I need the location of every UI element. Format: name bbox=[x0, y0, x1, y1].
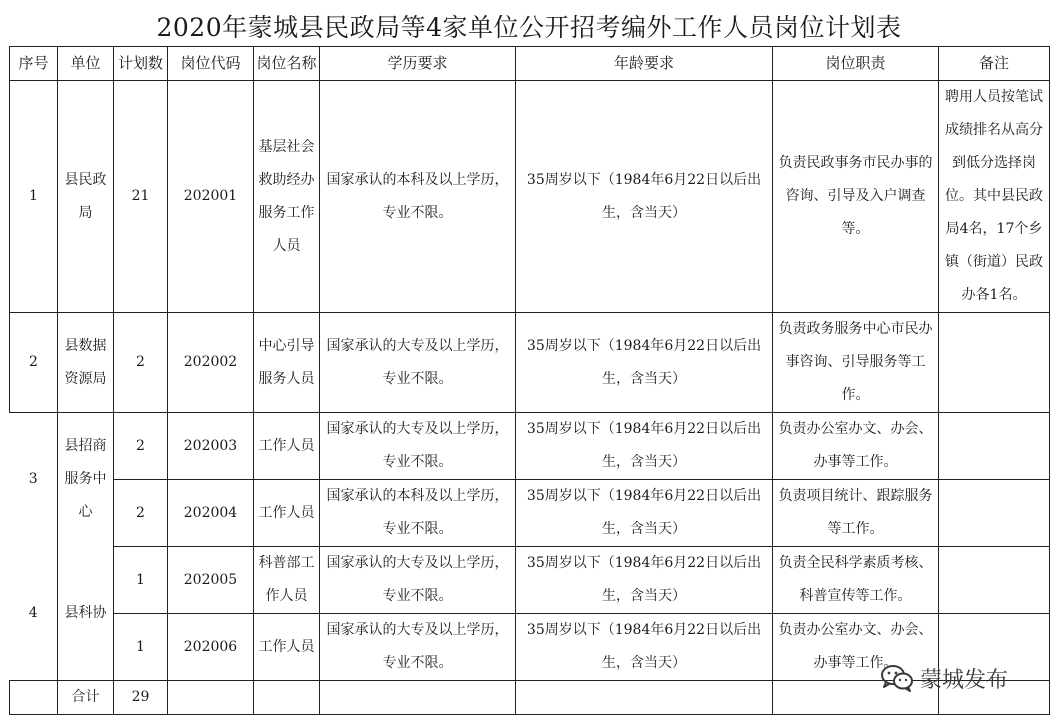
seq-cell: 3 bbox=[10, 413, 58, 547]
post-cell: 工作人员 bbox=[254, 614, 320, 681]
header-cell: 计划数 bbox=[114, 47, 168, 81]
post-cell: 中心引导服务人员 bbox=[254, 313, 320, 413]
count-cell: 2 bbox=[114, 313, 168, 413]
post-cell: 工作人员 bbox=[254, 480, 320, 547]
count-cell: 1 bbox=[114, 614, 168, 681]
note-cell: 聘用人员按笔试成绩排名从高分到低分选择岗位。其中县民政局4名，17个乡镇（街道）民政办各1名。 bbox=[939, 81, 1050, 313]
table-row bbox=[10, 81, 1050, 313]
code-cell: 202003 bbox=[168, 413, 254, 480]
duty-cell: 负责民政事务市民办事的咨询、引导及入户调查等。 bbox=[773, 81, 939, 313]
header-cell: 岗位职责 bbox=[773, 47, 939, 81]
header-cell: 岗位代码 bbox=[168, 47, 254, 81]
note-cell bbox=[939, 480, 1050, 547]
watermark bbox=[880, 660, 1008, 696]
age-cell: 35周岁以下（1984年6月22日以后出生，含当天） bbox=[516, 313, 773, 413]
duty-cell: 负责项目统计、跟踪服务等工作。 bbox=[773, 480, 939, 547]
seq-cell: 1 bbox=[10, 81, 58, 313]
header-row bbox=[10, 47, 1050, 81]
header-cell: 年龄要求 bbox=[516, 47, 773, 81]
code-cell: 202002 bbox=[168, 313, 254, 413]
age-cell: 35周岁以下（1984年6月22日以后出生，含当天） bbox=[516, 480, 773, 547]
position-plan-table bbox=[9, 46, 1050, 715]
note-cell bbox=[939, 413, 1050, 480]
code-cell: 202001 bbox=[168, 81, 254, 313]
count-cell: 21 bbox=[114, 81, 168, 313]
edu-cell: 国家承认的大专及以上学历，专业不限。 bbox=[320, 547, 516, 614]
wechat-icon bbox=[880, 664, 914, 692]
note-cell bbox=[939, 547, 1050, 614]
count-cell: 2 bbox=[114, 480, 168, 547]
table-row bbox=[10, 480, 1050, 547]
count-cell: 2 bbox=[114, 413, 168, 480]
edu-cell: 国家承认的大专及以上学历，专业不限。 bbox=[320, 313, 516, 413]
watermark-text: 蒙城发布 bbox=[920, 667, 1009, 693]
page-title: 2020年蒙城县民政局等4家单位公开招考编外工作人员岗位计划表 bbox=[156, 13, 902, 42]
table-row bbox=[10, 413, 1050, 480]
total-label: 合计 bbox=[58, 681, 114, 715]
duty-cell: 负责全民科学素质考核、科普宣传等工作。 bbox=[773, 547, 939, 614]
header-cell: 单位 bbox=[58, 47, 114, 81]
post-cell: 工作人员 bbox=[254, 413, 320, 480]
edu-cell: 国家承认的大专及以上学历，专业不限。 bbox=[320, 614, 516, 681]
duty-cell: 负责办公室办文、办会、办事等工作。 bbox=[773, 413, 939, 480]
unit-cell: 县科协 bbox=[58, 547, 114, 681]
age-cell: 35周岁以下（1984年6月22日以后出生，含当天） bbox=[516, 81, 773, 313]
post-cell: 基层社会救助经办服务工作人员 bbox=[254, 81, 320, 313]
post-cell: 科普部工作人员 bbox=[254, 547, 320, 614]
code-cell: 202004 bbox=[168, 480, 254, 547]
header-cell: 学历要求 bbox=[320, 47, 516, 81]
seq-cell bbox=[10, 681, 58, 715]
header-cell: 序号 bbox=[10, 47, 58, 81]
empty-cell bbox=[254, 681, 320, 715]
header-cell: 备注 bbox=[939, 47, 1050, 81]
age-cell: 35周岁以下（1984年6月22日以后出生，含当天） bbox=[516, 547, 773, 614]
age-cell: 35周岁以下（1984年6月22日以后出生，含当天） bbox=[516, 614, 773, 681]
duty-cell: 负责办公室办文、办会、办事等工作。 bbox=[773, 614, 939, 681]
empty-cell bbox=[320, 681, 516, 715]
table-row bbox=[10, 547, 1050, 614]
edu-cell: 国家承认的本科及以上学历，专业不限。 bbox=[320, 81, 516, 313]
unit-cell: 县数据资源局 bbox=[58, 313, 114, 413]
count-cell: 1 bbox=[114, 547, 168, 614]
note-cell bbox=[939, 313, 1050, 413]
total-count: 29 bbox=[114, 681, 168, 715]
code-cell: 202005 bbox=[168, 547, 254, 614]
empty-cell bbox=[516, 681, 773, 715]
edu-cell: 国家承认的本科及以上学历，专业不限。 bbox=[320, 480, 516, 547]
seq-cell: 2 bbox=[10, 313, 58, 413]
table-row bbox=[10, 313, 1050, 413]
duty-cell: 负责政务服务中心市民办事咨询、引导服务等工作。 bbox=[773, 313, 939, 413]
unit-cell: 县民政局 bbox=[58, 81, 114, 313]
edu-cell: 国家承认的大专及以上学历，专业不限。 bbox=[320, 413, 516, 480]
empty-cell bbox=[168, 681, 254, 715]
header-cell: 岗位名称 bbox=[254, 47, 320, 81]
unit-cell: 县招商服务中心 bbox=[58, 413, 114, 547]
code-cell: 202006 bbox=[168, 614, 254, 681]
age-cell: 35周岁以下（1984年6月22日以后出生，含当天） bbox=[516, 413, 773, 480]
seq-cell: 4 bbox=[10, 547, 58, 681]
